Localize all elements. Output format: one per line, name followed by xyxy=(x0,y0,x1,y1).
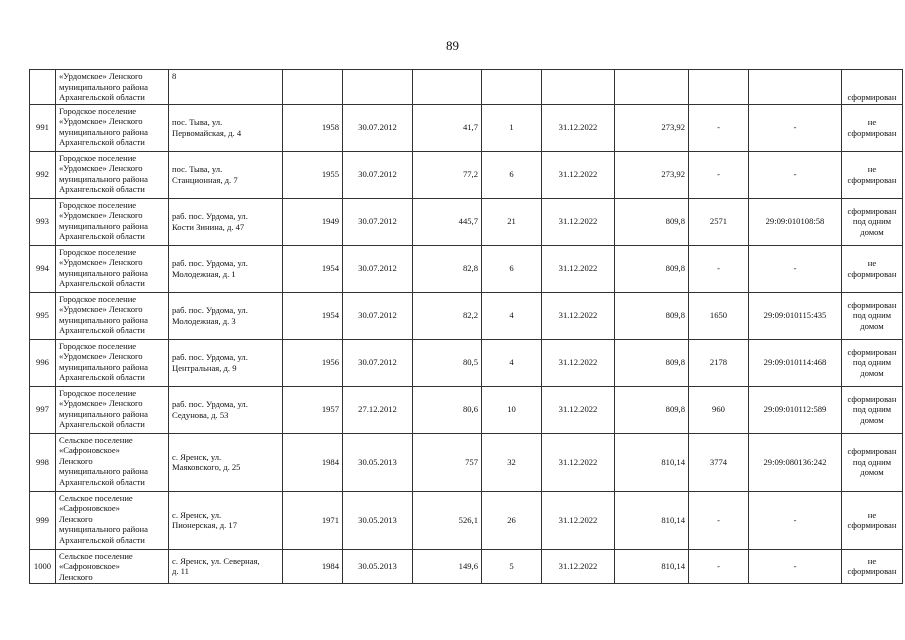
cell-settlement-line: «Урдомское» Ленского xyxy=(59,71,143,81)
cell-planned-date: 31.12.2022 xyxy=(542,198,615,245)
cell-settlement-line: «Урдомское» Ленского xyxy=(59,116,143,126)
cell-land-status xyxy=(842,70,903,105)
cell-land-status-line: под одним xyxy=(852,357,892,368)
cell-settlement xyxy=(56,292,169,339)
cell-area: 82,8 xyxy=(413,245,482,292)
table-row xyxy=(30,491,903,549)
cell-address-line: пос. Тыва, ул. xyxy=(172,164,223,174)
cell-area xyxy=(413,70,482,105)
cell-planned-date: 31.12.2022 xyxy=(542,292,615,339)
cell-land-status-line: сформирован xyxy=(847,393,897,404)
cell-cadastral-number: - xyxy=(749,491,842,549)
cell-recognition-date: 30.07.2012 xyxy=(343,151,413,198)
cell-residents: 5 xyxy=(482,549,542,584)
cell-amount: 810,14 xyxy=(615,549,689,584)
cell-land-area: 1650 xyxy=(689,292,749,339)
cell-address-line: д. 11 xyxy=(172,566,189,577)
table-row xyxy=(30,433,903,491)
cell-area: 82,2 xyxy=(413,292,482,339)
cell-land-status-line: домом xyxy=(860,467,884,478)
cell-settlement-line: «Сафроновское» xyxy=(59,445,120,455)
cell-settlement-line: Ленского xyxy=(59,455,93,466)
cell-settlement-line: «Урдомское» Ленского xyxy=(59,257,143,267)
cell-settlement-line: муниципального района xyxy=(59,466,148,476)
cell-land-status-line: под одним xyxy=(852,310,892,321)
cell-address-line: раб. пос. Урдома, ул. xyxy=(172,399,248,409)
cell-settlement xyxy=(56,386,169,433)
cell-land-status xyxy=(842,433,903,491)
cell-settlement-line: муниципального района xyxy=(59,173,148,184)
cell-amount: 273,92 xyxy=(615,104,689,151)
cell-land-status xyxy=(842,549,903,584)
cell-amount xyxy=(615,70,689,105)
cell-address-line: Первомайская, д. 4 xyxy=(172,127,242,138)
cell-address-line: Станционная, д. 7 xyxy=(172,174,238,185)
cell-address xyxy=(169,433,283,491)
table-row xyxy=(30,292,903,339)
cell-settlement-line: Городское поселение xyxy=(59,246,137,257)
cell-residents: 1 xyxy=(482,104,542,151)
cell-land-area: 960 xyxy=(689,386,749,433)
cell-recognition-date: 30.05.2013 xyxy=(343,549,413,584)
cell-land-status-line: домом xyxy=(860,226,884,237)
cell-settlement-line: «Сафроновское» xyxy=(59,503,120,513)
cell-settlement-line: «Урдомское» Ленского xyxy=(59,304,143,314)
table-row xyxy=(30,245,903,292)
cell-settlement xyxy=(56,104,169,151)
cell-recognition-date: 27.12.2012 xyxy=(343,386,413,433)
cell-recognition-date xyxy=(343,70,413,105)
cell-settlement-line: Сельское поселение xyxy=(59,550,133,561)
cell-land-area: - xyxy=(689,491,749,549)
cell-settlement-line: Архангельской области xyxy=(59,278,145,288)
cell-area: 757 xyxy=(413,433,482,491)
cell-land-status-line: сформирован xyxy=(847,268,897,279)
cell-address xyxy=(169,386,283,433)
cell-address-line: раб. пос. Урдома, ул. xyxy=(172,352,248,362)
cell-land-status-line: сформирован xyxy=(847,174,897,185)
cell-settlement-line: Архангельской области xyxy=(59,231,145,241)
table-row xyxy=(30,151,903,198)
cell-row-number: 999 xyxy=(30,491,56,549)
cell-settlement xyxy=(56,70,169,105)
cell-cadastral-number: 29:09:010112:589 xyxy=(749,386,842,433)
cell-amount: 810,14 xyxy=(615,433,689,491)
cell-cadastral-number: - xyxy=(749,151,842,198)
cell-area: 77,2 xyxy=(413,151,482,198)
cell-address xyxy=(169,339,283,386)
cell-address-line: с. Яренск, ул. xyxy=(172,509,222,520)
cell-land-area: 2178 xyxy=(689,339,749,386)
cell-land-status-line: не xyxy=(867,164,877,174)
cell-settlement-line: муниципального района xyxy=(59,408,148,419)
cell-land-area xyxy=(689,70,749,105)
cell-address-line: 8 xyxy=(172,71,177,81)
cell-area: 41,7 xyxy=(413,104,482,151)
cell-settlement-line: Архангельской области xyxy=(59,325,145,335)
cell-settlement-line: Архангельской области xyxy=(59,92,145,102)
cell-land-status-line: сформирован xyxy=(847,520,897,530)
cell-planned-date: 31.12.2022 xyxy=(542,339,615,386)
cell-settlement-line: муниципального района xyxy=(59,314,148,325)
cell-row-number: 997 xyxy=(30,386,56,433)
cell-address xyxy=(169,151,283,198)
cell-settlement xyxy=(56,339,169,386)
cell-settlement-line: Архангельской области xyxy=(59,184,145,194)
cell-planned-date: 31.12.2022 xyxy=(542,151,615,198)
cell-settlement-line: муниципального района xyxy=(59,81,148,92)
cell-settlement-line: Архангельской области xyxy=(59,534,145,545)
cell-address-line: Пионерская, д. 17 xyxy=(172,520,237,530)
cell-settlement-line: Городское поселение xyxy=(59,152,137,163)
cell-residents xyxy=(482,70,542,105)
cell-row-number: 992 xyxy=(30,151,56,198)
cell-address xyxy=(169,245,283,292)
cell-land-status-line: не xyxy=(867,117,877,127)
cell-residents: 26 xyxy=(482,491,542,549)
cell-year: 1984 xyxy=(283,433,343,491)
cell-land-status-line: под одним xyxy=(852,456,892,467)
cell-land-area: - xyxy=(689,549,749,584)
cell-settlement-line: «Урдомское» Ленского xyxy=(59,398,143,408)
cell-settlement-line: Сельское поселение xyxy=(59,434,133,445)
cell-land-area: - xyxy=(689,151,749,198)
cell-land-status xyxy=(842,386,903,433)
cell-settlement-line: «Урдомское» Ленского xyxy=(59,163,143,173)
cell-land-status xyxy=(842,292,903,339)
cell-settlement xyxy=(56,491,169,549)
cell-row-number: 1000 xyxy=(30,549,56,584)
cell-recognition-date: 30.05.2013 xyxy=(343,433,413,491)
cell-planned-date: 31.12.2022 xyxy=(542,491,615,549)
cell-land-status-line: сформирован xyxy=(847,299,897,310)
cell-address xyxy=(169,104,283,151)
cell-cadastral-number: - xyxy=(749,104,842,151)
cell-settlement xyxy=(56,245,169,292)
cell-year: 1954 xyxy=(283,245,343,292)
cell-land-status-line: сформирован xyxy=(847,346,897,357)
cell-settlement-line: Городское поселение xyxy=(59,340,137,351)
cell-settlement-line: муниципального района xyxy=(59,126,148,137)
cell-address-line: раб. пос. Урдома, ул. xyxy=(172,305,248,315)
cell-address xyxy=(169,491,283,549)
cell-residents: 32 xyxy=(482,433,542,491)
cell-land-status xyxy=(842,151,903,198)
cell-amount: 810,14 xyxy=(615,491,689,549)
cell-row-number: 994 xyxy=(30,245,56,292)
cell-settlement-line: муниципального района xyxy=(59,361,148,372)
cell-address-line: раб. пос. Урдома, ул. xyxy=(172,258,248,268)
cell-land-status xyxy=(842,491,903,549)
cell-land-status xyxy=(842,198,903,245)
cell-cadastral-number: - xyxy=(749,245,842,292)
cell-land-area: 2571 xyxy=(689,198,749,245)
cell-land-status-line: не xyxy=(867,509,877,520)
cell-settlement-line: Ленского xyxy=(59,513,93,524)
cell-row-number: 996 xyxy=(30,339,56,386)
cell-land-status-line: домом xyxy=(860,367,884,378)
cell-area: 80,5 xyxy=(413,339,482,386)
cell-residents: 6 xyxy=(482,245,542,292)
table-row xyxy=(30,198,903,245)
cell-address-line: Молодежная, д. 1 xyxy=(172,268,236,279)
cell-land-status-line: под одним xyxy=(852,404,892,415)
cell-address-line: Седунова, д. 53 xyxy=(172,409,229,420)
cell-recognition-date: 30.07.2012 xyxy=(343,198,413,245)
cell-address xyxy=(169,198,283,245)
cell-address-line: Молодежная, д. 3 xyxy=(172,315,236,326)
cell-cadastral-number: 29:09:080136:242 xyxy=(749,433,842,491)
cell-cadastral-number: 29:09:010114:468 xyxy=(749,339,842,386)
cell-land-status-line: сформирован xyxy=(847,127,897,138)
cell-amount: 273,92 xyxy=(615,151,689,198)
cell-planned-date: 31.12.2022 xyxy=(542,245,615,292)
cell-residents: 4 xyxy=(482,292,542,339)
cell-land-status-line: сформирован xyxy=(847,566,897,577)
cell-settlement xyxy=(56,198,169,245)
cell-recognition-date: 30.07.2012 xyxy=(343,339,413,386)
cell-area: 149,6 xyxy=(413,549,482,584)
cell-planned-date: 31.12.2022 xyxy=(542,104,615,151)
cell-land-status-line: сформирован xyxy=(847,446,897,457)
cell-settlement xyxy=(56,151,169,198)
cell-area: 526,1 xyxy=(413,491,482,549)
cell-amount: 809,8 xyxy=(615,339,689,386)
cell-area: 80,6 xyxy=(413,386,482,433)
cell-settlement-line: Архангельской области xyxy=(59,419,145,429)
cell-land-status xyxy=(842,245,903,292)
cell-address-line: с. Яренск, ул. Северная, xyxy=(172,555,260,566)
table-row xyxy=(30,549,903,584)
cell-planned-date: 31.12.2022 xyxy=(542,386,615,433)
cell-residents: 6 xyxy=(482,151,542,198)
table-row xyxy=(30,70,903,105)
cell-land-status-line: сформирован xyxy=(847,92,897,102)
cell-year: 1955 xyxy=(283,151,343,198)
housing-registry-table xyxy=(29,69,903,584)
cell-land-area: - xyxy=(689,245,749,292)
cell-settlement-line: «Сафроновское» xyxy=(59,561,120,571)
cell-recognition-date: 30.05.2013 xyxy=(343,491,413,549)
cell-cadastral-number: 29:09:010108:58 xyxy=(749,198,842,245)
cell-year: 1971 xyxy=(283,491,343,549)
cell-land-status xyxy=(842,339,903,386)
cell-area: 445,7 xyxy=(413,198,482,245)
cell-land-area: - xyxy=(689,104,749,151)
cell-recognition-date: 30.07.2012 xyxy=(343,104,413,151)
cell-recognition-date: 30.07.2012 xyxy=(343,245,413,292)
cell-year: 1957 xyxy=(283,386,343,433)
cell-address-line: пос. Тыва, ул. xyxy=(172,117,223,127)
cell-address xyxy=(169,549,283,584)
cell-settlement-line: муниципального района xyxy=(59,267,148,278)
cell-settlement-line: Городское поселение xyxy=(59,387,137,398)
cell-settlement-line: Сельское поселение xyxy=(59,492,133,503)
cell-settlement-line: Ленского xyxy=(59,571,93,582)
cell-residents: 21 xyxy=(482,198,542,245)
cell-address xyxy=(169,70,283,105)
table-row xyxy=(30,339,903,386)
cell-row-number xyxy=(30,70,56,105)
cell-planned-date: 31.12.2022 xyxy=(542,433,615,491)
page-number: 89 xyxy=(446,38,459,53)
cell-amount: 809,8 xyxy=(615,386,689,433)
cell-settlement-line: Городское поселение xyxy=(59,199,137,210)
cell-planned-date xyxy=(542,70,615,105)
cell-land-status-line: домом xyxy=(860,414,884,425)
cell-address-line: Центральная, д. 9 xyxy=(172,362,237,373)
cell-year xyxy=(283,70,343,105)
cell-amount: 809,8 xyxy=(615,198,689,245)
cell-land-status-line: не xyxy=(867,555,877,566)
cell-row-number: 991 xyxy=(30,104,56,151)
cell-row-number: 993 xyxy=(30,198,56,245)
cell-settlement-line: «Урдомское» Ленского xyxy=(59,210,143,220)
cell-address xyxy=(169,292,283,339)
cell-settlement-line: муниципального района xyxy=(59,220,148,231)
table-row xyxy=(30,386,903,433)
cell-year: 1958 xyxy=(283,104,343,151)
cell-address-line: раб. пос. Урдома, ул. xyxy=(172,211,248,221)
cell-settlement xyxy=(56,549,169,584)
cell-land-area: 3774 xyxy=(689,433,749,491)
cell-amount: 809,8 xyxy=(615,292,689,339)
cell-cadastral-number: 29:09:010115:435 xyxy=(749,292,842,339)
cell-year: 1949 xyxy=(283,198,343,245)
cell-row-number: 998 xyxy=(30,433,56,491)
cell-address-line: с. Яренск, ул. xyxy=(172,451,222,462)
cell-year: 1954 xyxy=(283,292,343,339)
cell-address-line: Кости Зинина, д. 47 xyxy=(172,221,245,232)
cell-year: 1984 xyxy=(283,549,343,584)
cell-cadastral-number: - xyxy=(749,549,842,584)
cell-settlement xyxy=(56,433,169,491)
cell-settlement-line: Архангельской области xyxy=(59,372,145,382)
cell-cadastral-number xyxy=(749,70,842,105)
cell-settlement-line: Городское поселение xyxy=(59,293,137,304)
cell-settlement-line: муниципального района xyxy=(59,524,148,534)
cell-recognition-date: 30.07.2012 xyxy=(343,292,413,339)
cell-planned-date: 31.12.2022 xyxy=(542,549,615,584)
cell-land-status-line: под одним xyxy=(852,216,892,227)
cell-land-status xyxy=(842,104,903,151)
table-row xyxy=(30,104,903,151)
cell-settlement-line: Архангельской области xyxy=(59,137,145,147)
cell-settlement-line: «Урдомское» Ленского xyxy=(59,351,143,361)
cell-address-line: Маяковского, д. 25 xyxy=(172,462,241,472)
cell-settlement-line: Архангельской области xyxy=(59,476,145,487)
cell-land-status-line: сформирован xyxy=(847,205,897,216)
cell-land-status-line: домом xyxy=(860,320,884,331)
cell-year: 1956 xyxy=(283,339,343,386)
cell-settlement-line: Городское поселение xyxy=(59,105,137,116)
cell-row-number: 995 xyxy=(30,292,56,339)
cell-land-status-line: не xyxy=(867,258,877,268)
cell-amount: 809,8 xyxy=(615,245,689,292)
cell-residents: 4 xyxy=(482,339,542,386)
cell-residents: 10 xyxy=(482,386,542,433)
